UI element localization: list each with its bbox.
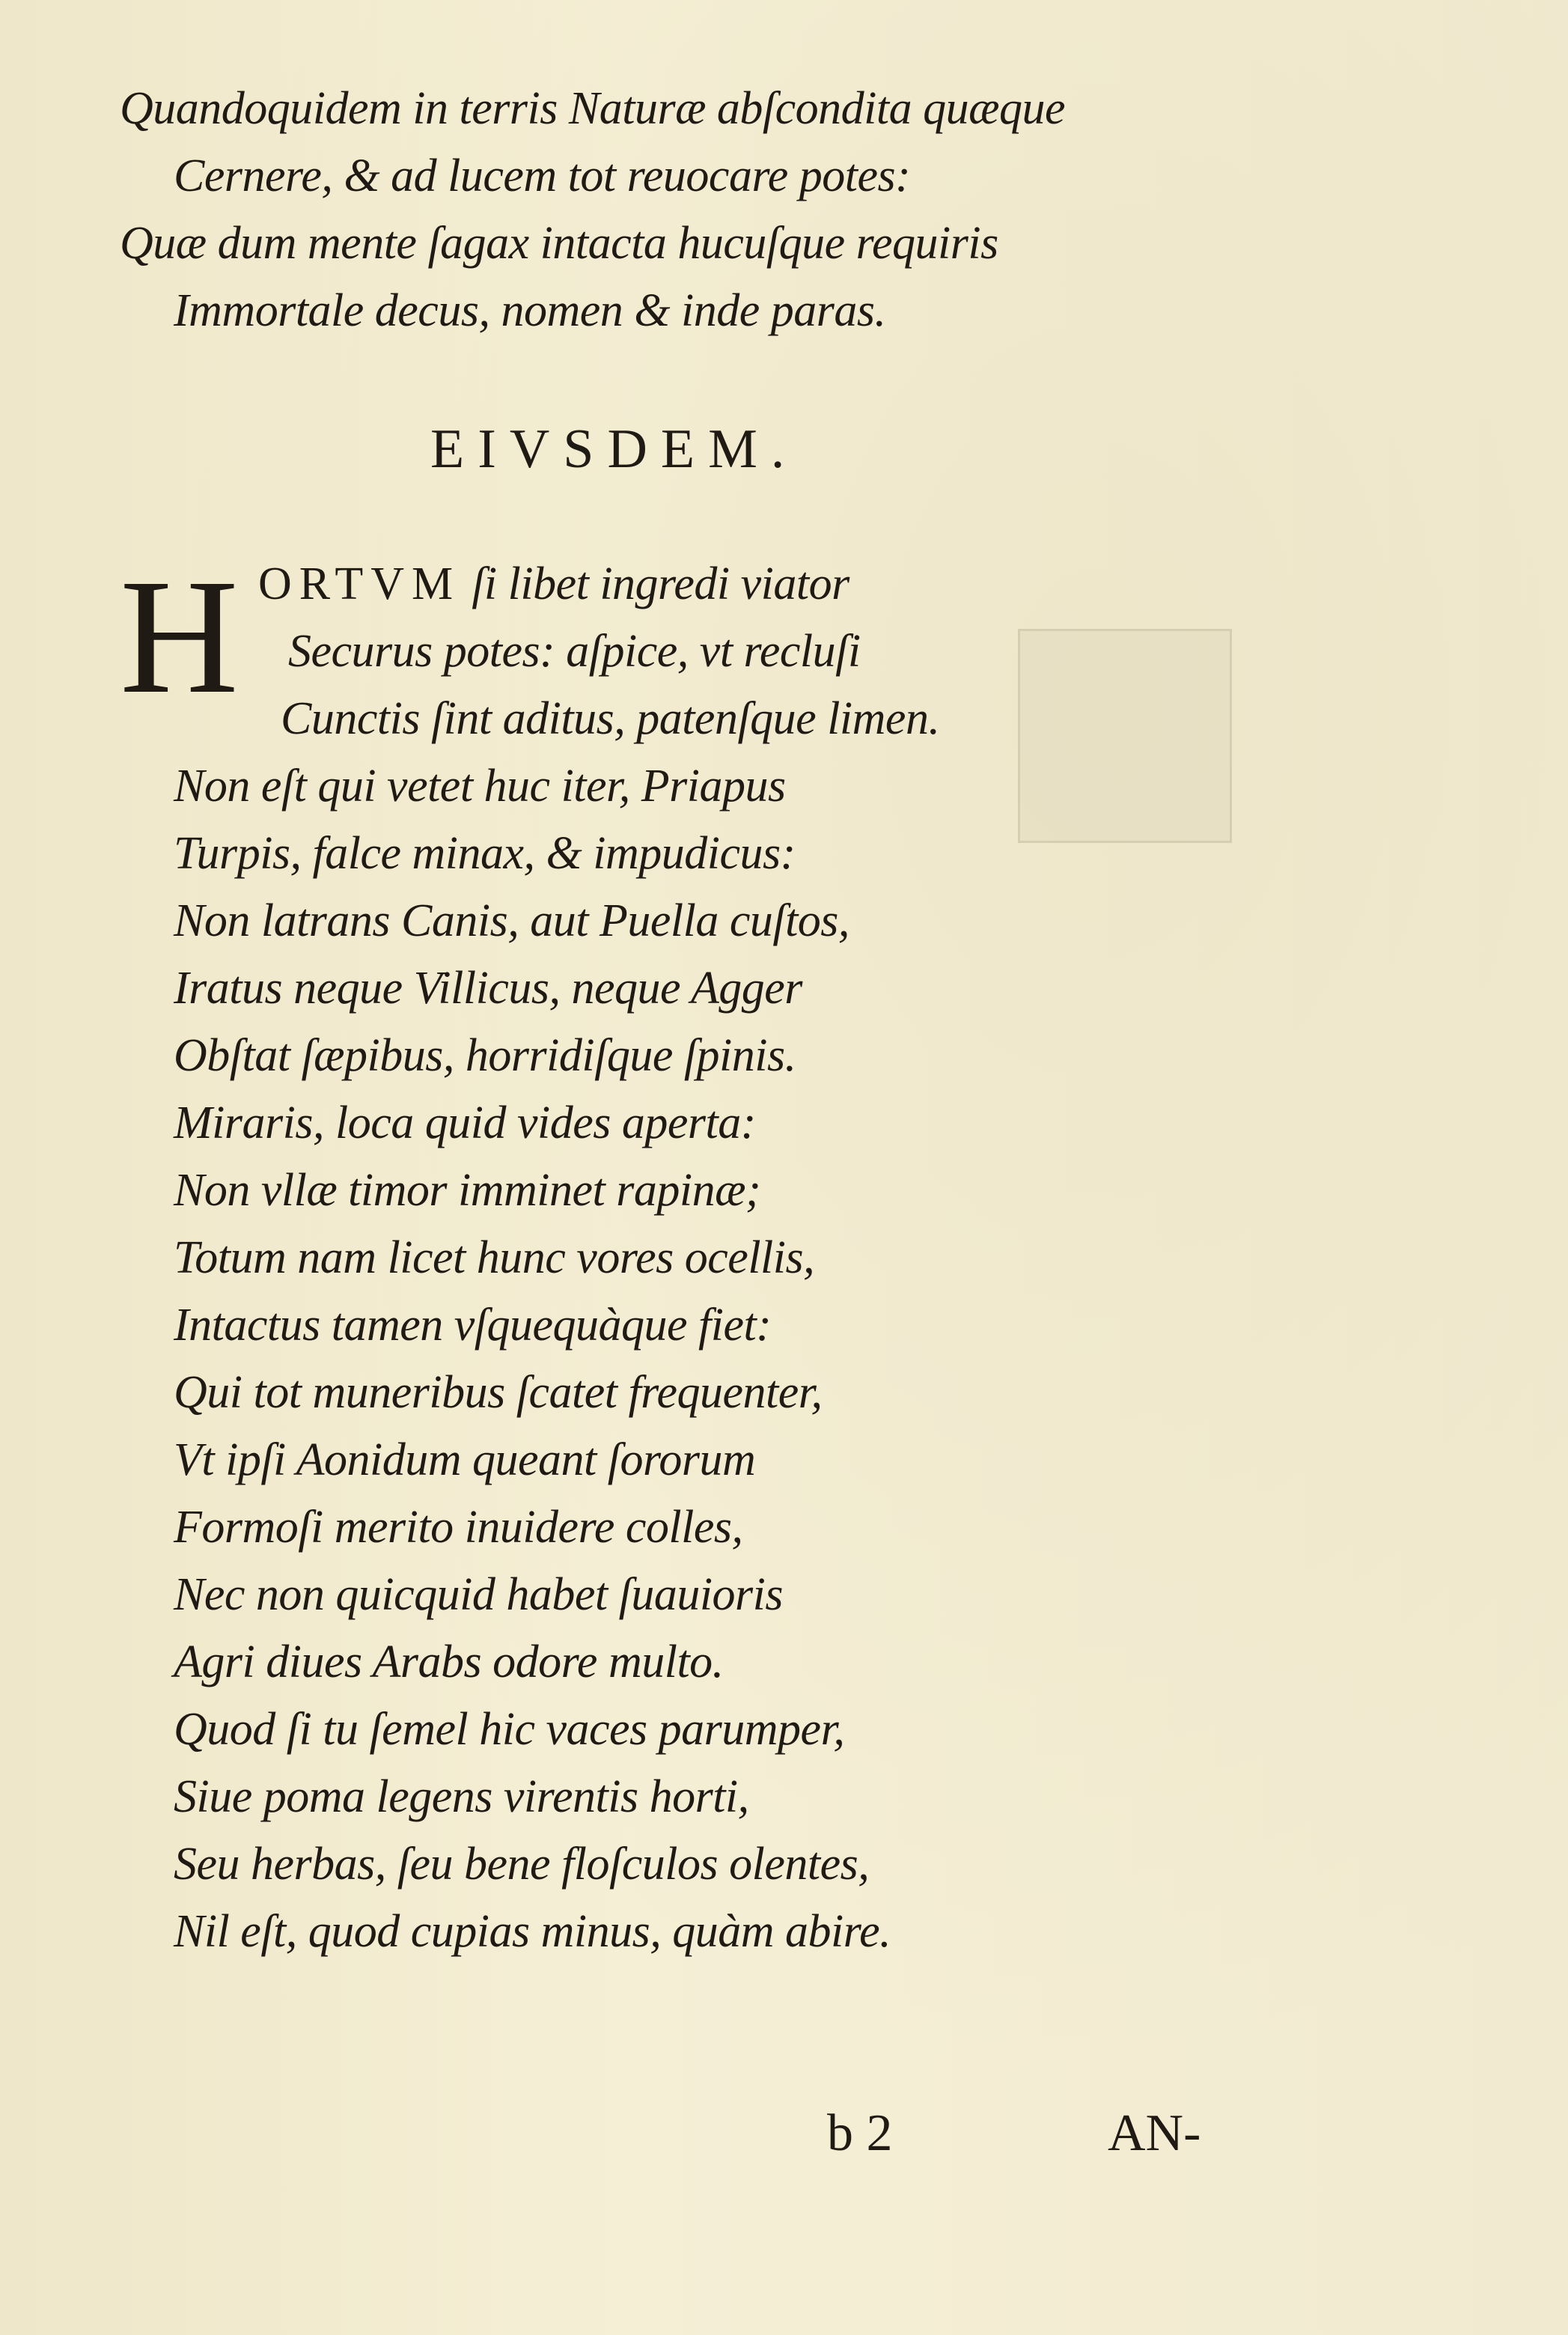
poem-line: Intactus tamen vſquequàque fiet: xyxy=(174,1300,772,1351)
poem-line: Turpis, falce minax, & impudicus: xyxy=(174,828,796,879)
catchword: AN- xyxy=(1108,2104,1201,2162)
signature-mark: b 2 xyxy=(827,2104,893,2162)
poem-line: Cunctis ſint aditus, patenſque limen. xyxy=(281,693,940,744)
intro-line: Cernere, & ad lucem tot reuocare potes: xyxy=(174,150,911,201)
poem-line: Formoſi merito inuidere colles, xyxy=(174,1502,743,1553)
poem-line: Miraris, loca quid vides aperta: xyxy=(174,1098,756,1148)
poem-line: Non vllæ timor imminet rapinæ; xyxy=(174,1165,761,1216)
poem-line: Qui tot muneribus ſcatet frequenter, xyxy=(174,1367,823,1418)
first-line-capitals: ORTVM xyxy=(258,558,461,609)
poem-line: Nil eſt, quod cupias minus, quàm abire. xyxy=(174,1906,891,1957)
poem-line: Vt ipſi Aonidum queant ſororum xyxy=(174,1434,756,1485)
poem-line: Totum nam licet hunc vores ocellis, xyxy=(174,1232,815,1283)
poem-line: Non eſt qui vetet huc iter, Priapus xyxy=(174,761,786,812)
bleed-through-ornament xyxy=(1018,629,1232,843)
poem-line: Seu herbas, ſeu bene floſculos olentes, xyxy=(174,1839,870,1890)
poem-line: Siue poma legens virentis horti, xyxy=(174,1771,749,1822)
poem-line: Iratus neque Villicus, neque Agger xyxy=(174,963,802,1014)
intro-line: Immortale decus, nomen & inde paras. xyxy=(174,285,886,336)
poem-line: Obſtat ſæpibus, horridiſque ſpinis. xyxy=(174,1030,796,1081)
poem-line: Securus potes: aſpice, vt recluſi xyxy=(288,626,861,677)
intro-line: Quandoquidem in terris Naturæ abſcondita quæque xyxy=(120,83,1065,134)
poem-line: Agri diues Arabs odore multo. xyxy=(174,1637,724,1687)
poem-first-line xyxy=(258,554,849,614)
poem-line: Nec non quicquid habet ſuauioris xyxy=(174,1569,784,1620)
poem-line: Quod ſi tu ſemel hic vaces parumper, xyxy=(174,1704,845,1755)
poem-line: Non latrans Canis, aut Puella cuſtos, xyxy=(174,895,849,946)
first-line-rest: ſi libet ingredi viator xyxy=(472,558,849,609)
drop-capital: H xyxy=(120,545,239,728)
intro-line: Quæ dum mente ſagax intacta hucuſque requiris xyxy=(120,218,998,269)
section-heading: EIVSDEM. xyxy=(430,418,799,480)
